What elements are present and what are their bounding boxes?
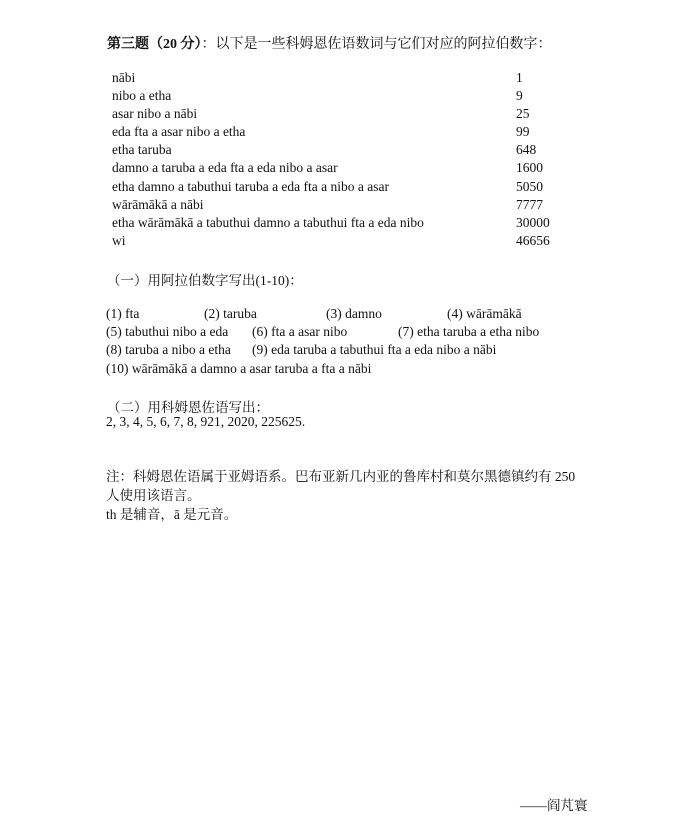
exercise-item: (8) taruba a nibo a etha [106, 342, 231, 357]
pair-number: 648 [516, 142, 537, 157]
part1-heading: （一）用阿拉伯数字写出(1-10)： [107, 273, 303, 288]
exercise-item: (4) wārāmākā [447, 306, 522, 321]
pair-word: etha taruba [112, 142, 172, 157]
pair-word: wārāmākā a nābi [112, 197, 204, 212]
exercise-item: (7) etha taruba a etha nibo [398, 324, 540, 339]
pair-number: 9 [516, 88, 523, 103]
exercise-item: (9) eda taruba a tabuthui fta a eda nibo a nābi [252, 342, 497, 357]
exercise-item: (2) taruba [204, 306, 257, 321]
author-signature: ——阎芃寰 [520, 798, 588, 813]
exercise-item: (6) fta a asar nibo [252, 324, 348, 339]
note-line: 注：科姆恩佐语属于亚姆语系。巴布亚新几内亚的鲁库村和莫尔黑德镇约有 250 [106, 469, 576, 484]
note-line: 人使用该语言。 [106, 488, 201, 503]
pair-word: nābi [112, 70, 136, 85]
pair-number: 25 [516, 106, 530, 121]
problem-title-bold: 第三题（20 分） [107, 37, 202, 52]
pair-word: asar nibo a nābi [112, 106, 198, 121]
pair-number: 99 [516, 124, 530, 139]
pair-number: 5050 [516, 179, 543, 194]
exercise-item: (10) wārāmākā a damno a asar taruba a fta a nābi [106, 361, 372, 376]
pair-number: 1600 [516, 160, 543, 175]
pair-number: 46656 [516, 233, 550, 248]
exercise-item: (5) tabuthui nibo a eda [106, 324, 229, 339]
pair-number: 1 [516, 70, 523, 85]
pair-word: eda fta a asar nibo a etha [112, 124, 246, 139]
pair-number: 7777 [516, 197, 543, 212]
part2-heading: （二）用科姆恩佐语写出： [107, 400, 269, 415]
problem-title [107, 33, 552, 53]
problem-title-rest: ：以下是一些科姆恩佐语数词与它们对应的阿拉伯数字： [201, 37, 552, 52]
pair-word: etha wārāmākā a tabuthui damno a tabuthui fta a eda nibo [112, 215, 424, 230]
pair-word: etha damno a tabuthui taruba a eda fta a nibo a asar [112, 179, 390, 194]
exercise-item: (1) fta [106, 306, 140, 321]
part2-numbers: 2, 3, 4, 5, 6, 7, 8, 921, 2020, 225625. [106, 414, 306, 429]
pair-word: nibo a etha [112, 88, 172, 103]
note-line: th 是辅音，ā 是元音。 [106, 507, 238, 522]
pair-word: damno a taruba a eda fta a eda nibo a asar [112, 160, 338, 175]
exercise-item: (3) damno [326, 306, 382, 321]
pair-number: 30000 [516, 215, 550, 230]
pair-word: wi [112, 233, 126, 248]
